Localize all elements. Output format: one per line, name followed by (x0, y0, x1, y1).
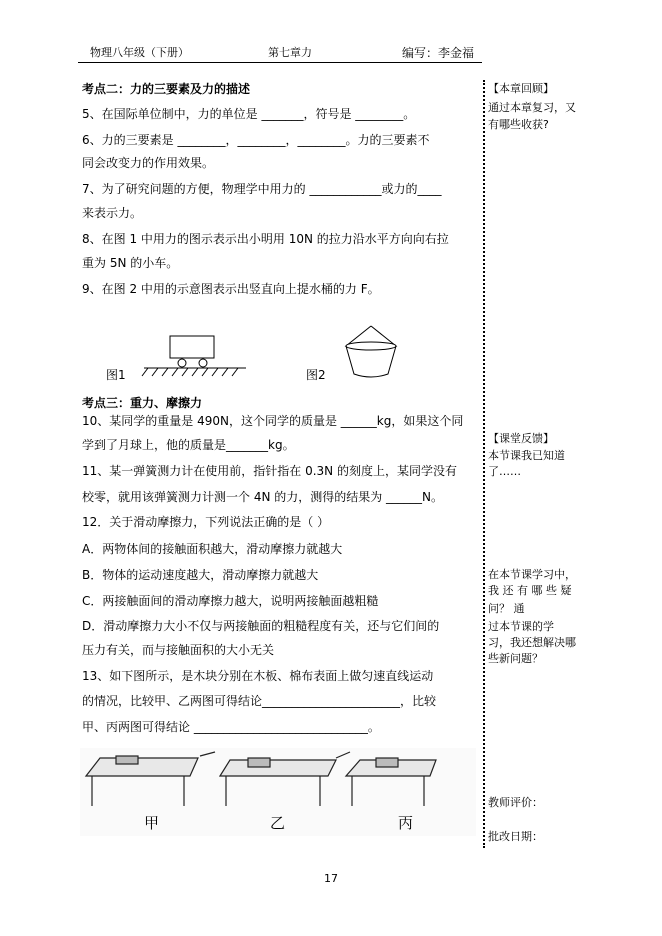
friction-experiment-photo (80, 748, 476, 836)
caption-yi: 乙 (270, 814, 286, 832)
option-d-line2: 压力有关，而与接触面积的大小无关 (82, 643, 275, 657)
option-c: C．两接触面间的滑动摩擦力越大，说明两接触面越粗糙 (82, 594, 379, 608)
question-line5: 习，我还想解决哪 (488, 636, 576, 649)
q6-line1: 6、力的三要素是 ________，________，________。力的三要素不 (82, 133, 430, 147)
q10-line1: 10、某同学的重量是 490N，这个同学的质量是 ______kg，如果这个同 (82, 414, 464, 428)
review-title: 【本章回顾】 (488, 82, 554, 95)
fig2-label: 图2 (306, 368, 326, 382)
header-right: 编写：李金福 (402, 46, 475, 60)
q10-line2: 学到了月球上，他的质量是_______kg。 (82, 438, 295, 452)
column-divider (483, 80, 485, 848)
q11-line2: 校零，就用该弹簧测力计测一个 4N 的力，测得的结果为 ______N。 (82, 490, 444, 504)
q13-line1: 13、如下图所示，是木块分别在木板、棉布表面上做匀速直线运动 (82, 669, 434, 683)
question-line1: 在本节课学习中， (488, 568, 576, 581)
option-b: B．物体的运动速度越大，滑动摩擦力就越大 (82, 568, 319, 582)
q6-line2: 同会改变力的作用效果。 (82, 156, 215, 170)
page-number: 17 (324, 872, 338, 885)
question-line3: 问？ 通 (488, 602, 525, 615)
grading-date-label: 批改日期： (488, 830, 543, 843)
option-d-line1: D．滑动摩擦力大小不仅与两接触面的粗糙程度有关，还与它们间的 (82, 619, 440, 633)
q8-line1: 8、在图 1 中用力的图示表示出小明用 10N 的拉力沿水平方向向右拉 (82, 232, 449, 246)
header-left: 物理八年级（下册） (90, 46, 189, 59)
q8-line2: 重为 5N 的小车。 (82, 256, 179, 270)
review-line2: 有哪些收获? (488, 118, 549, 131)
teacher-evaluation-label: 教师评价： (488, 796, 543, 809)
caption-bing: 丙 (398, 814, 414, 832)
feedback-line2: 了…… (488, 465, 521, 478)
q9: 9、在图 2 中用的示意图表示出竖直向上提水桶的力 F。 (82, 282, 380, 296)
question-line2: 我 还 有 哪 些 疑 (488, 584, 572, 597)
bucket-figure (340, 322, 402, 384)
section2-title: 考点二：力的三要素及力的描述 (82, 82, 251, 96)
q13-line3: 甲、丙两图可得结论 _____________________________。 (82, 720, 380, 734)
review-line1: 通过本章复习，又 (488, 101, 576, 114)
question-line4: 过本节课的学 (488, 620, 554, 633)
cart-figure (140, 330, 250, 382)
fig1-label: 图1 (106, 368, 126, 382)
section3-title: 考点三：重力、摩擦力 (82, 396, 203, 410)
q13-line2: 的情况，比较甲、乙两图可得结论_______________________，比较 (82, 694, 437, 708)
q12: 12．关于滑动摩擦力，下列说法正确的是（ ） (82, 515, 330, 529)
feedback-title: 【课堂反馈】 (488, 432, 554, 445)
q7-line2: 来表示力。 (82, 206, 143, 220)
caption-jia: 甲 (144, 814, 160, 832)
header-rule (78, 62, 482, 63)
q11-line1: 11、某一弹簧测力计在使用前，指针指在 0.3N 的刻度上，某同学没有 (82, 464, 457, 478)
feedback-line1: 本节课我已知道 (488, 449, 565, 462)
q5: 5、在国际单位制中，力的单位是 _______，符号是 ________。 (82, 107, 416, 121)
q7-line1: 7、为了研究问题的方便，物理学中用力的 ____________或力的____ (82, 182, 442, 196)
header-center: 第七章力 (268, 46, 312, 59)
question-line6: 些新问题？ (488, 652, 543, 665)
option-a: A．两物体间的接触面积越大，滑动摩擦力就越大 (82, 542, 343, 556)
